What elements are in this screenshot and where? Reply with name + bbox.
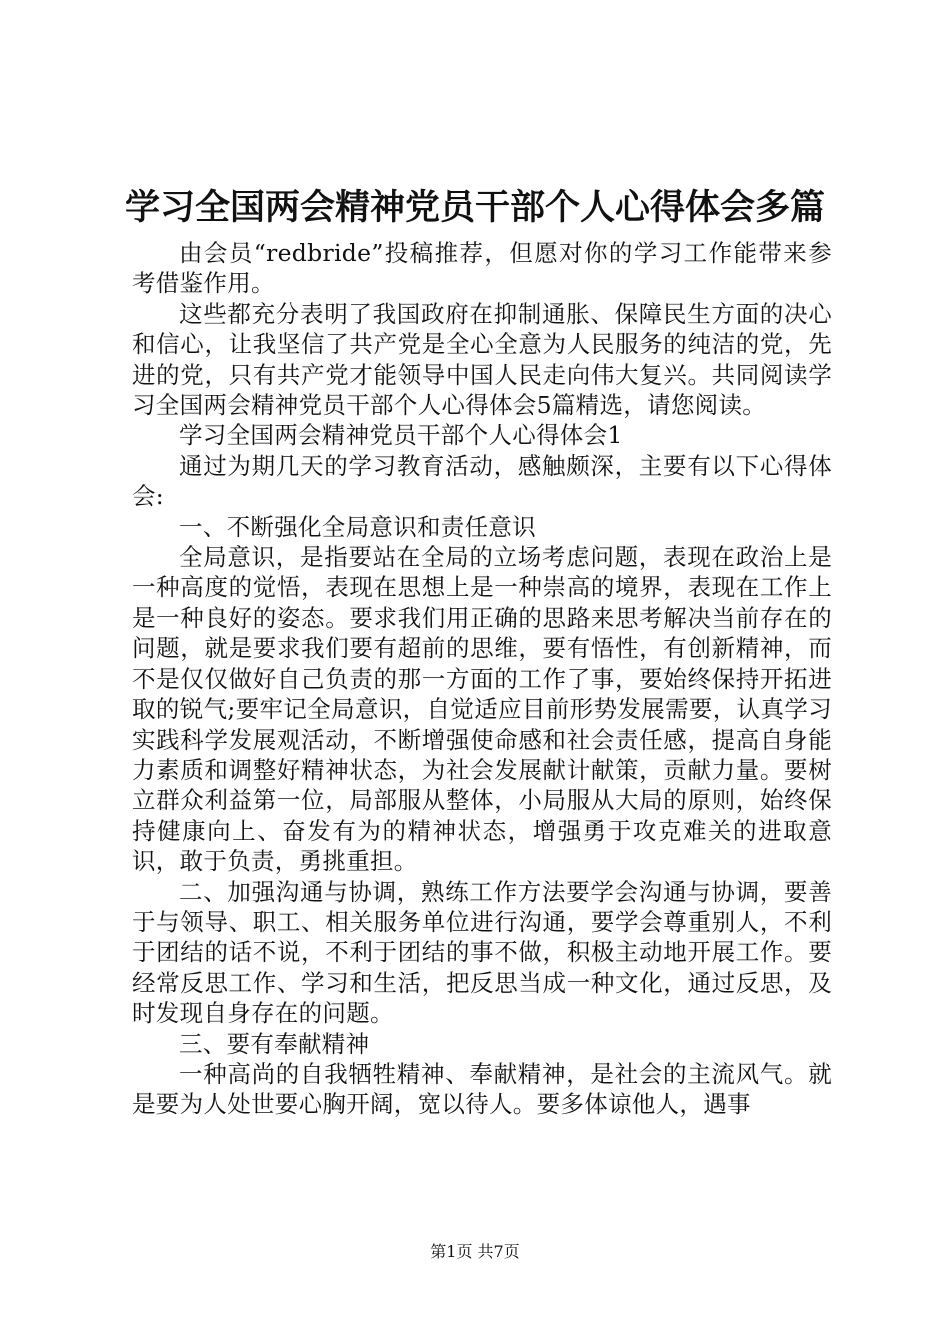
paragraph-opening: 通过为期几天的学习教育活动，感触颇深，主要有以下心得体会: <box>132 451 832 511</box>
paragraph-global-awareness: 全局意识，是指要站在全局的立场考虑问题，表现在政治上是一种高度的觉悟，表现在思想上是一种崇高的境界，表现在工作上是一种良好的姿态。要求我们用正确的思路来思考解决当前存在的问题，就是要求我们要有超前的思维，要有悟性，有创新精神，而不是仅仅做好自己负责的那一方面的工作了事，要始终保持开拓进取的锐气;要牢记全局意识，自觉适应目前形势发展需要，认真学习实践科学发展观活动，不断增强使命感和社会责任感，提高自身能力素质和调整好精神状态，为社会发展献计献策，贡献力量。要树立群众利益第一位，局部服从整体，小局服从大局的原则，始终保持健康向上、奋发有为的精神状态，增强勇于攻克难关的进取意识，敢于负责，勇挑重担。 <box>132 543 832 876</box>
paragraph-intro: 由会员“redbride”投稿推荐，但愿对你的学习工作能带来参考借鉴作用。 <box>132 239 832 298</box>
paragraph-dedication: 一种高尚的自我牺牲精神、奉献精神，是社会的主流风气。就是要为人处世要心胸开阔，宽以待人。要多体谅他人，遇事 <box>132 1059 832 1119</box>
section-heading-1: 学习全国两会精神党员干部个人心得体会1 <box>179 421 623 450</box>
document-title: 学习全国两会精神党员干部个人心得体会多篇 <box>124 187 825 228</box>
page-footer: 第1页 共7页 <box>430 1242 520 1261</box>
subheading-3: 三、要有奉献精神 <box>179 1029 370 1058</box>
document-body <box>132 238 832 1120</box>
paragraph-communication: 二、加强沟通与协调，熟练工作方法要学会沟通与协调，要善于与领导、职工、相关服务单位进行沟通，要学会尊重别人，不利于团结的话不说，不利于团结的事不做，积极主动地开展工作。要经常反思工作、学习和生活，把反思当成一种文化，通过反思，及时发现自身存在的问题。 <box>132 877 832 1028</box>
subheading-1: 一、不断强化全局意识和责任意识 <box>179 512 536 541</box>
paragraph-summary: 这些都充分表明了我国政府在抑制通胀、保障民生方面的决心和信心，让我坚信了共产党是全心全意为人民服务的纯洁的党，先进的党，只有共产党才能领导中国人民走向伟大复兴。共同阅读学习全国两会精神党员干部个人心得体会5篇精选，请您阅读。 <box>132 299 832 420</box>
